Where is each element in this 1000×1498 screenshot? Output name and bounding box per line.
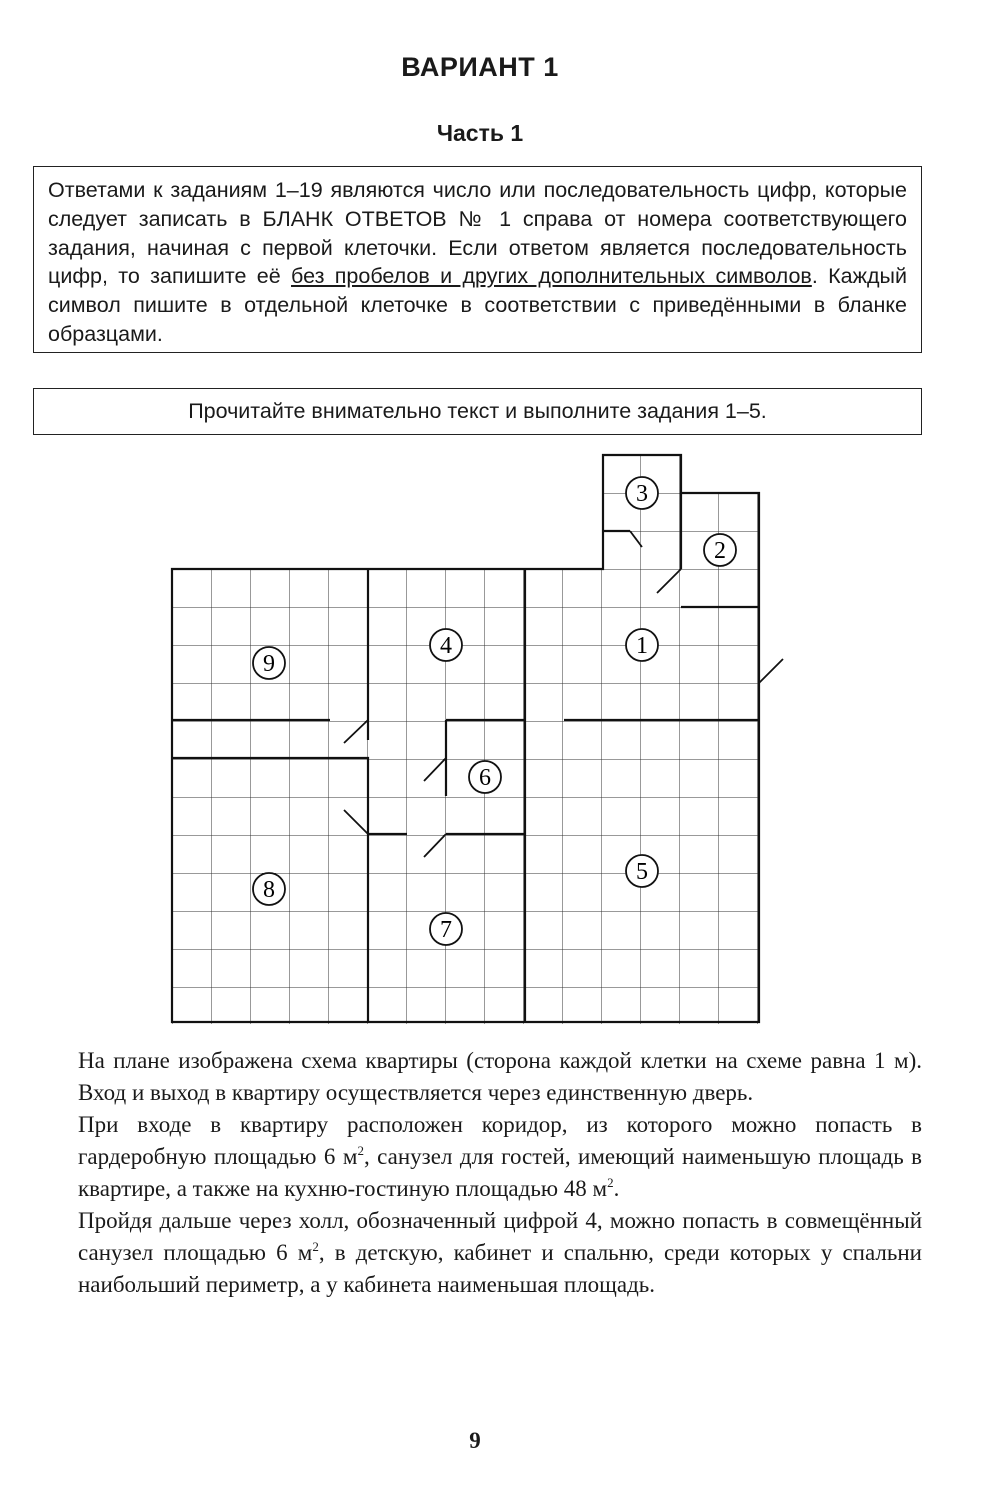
- room-label-7: [430, 913, 462, 945]
- paragraph-2-part-c: .: [613, 1176, 620, 1201]
- room-label-6: [469, 761, 501, 793]
- room-label-4-text: 4: [440, 633, 452, 659]
- room-label-5-text: 5: [636, 859, 648, 885]
- apartment-plan: [150, 445, 810, 1030]
- room-label-3: [626, 477, 658, 509]
- paragraph-2-part-a: При входе в квартиру расположен коридор, из которого можно попасть в гардеробную площадью 6 м: [78, 1112, 922, 1169]
- task-prompt: Прочитайте внимательно текст и выполните задания 1–5.: [188, 399, 767, 423]
- superscript: 2: [607, 1175, 614, 1190]
- room-label-7-text: 7: [440, 917, 452, 943]
- room-label-2: [704, 534, 736, 566]
- paragraph-3-part-a: Пройдя дальше через холл, обозначенный цифрой 4, можно попасть в совмещённый санузел площадью 6 м: [78, 1208, 922, 1265]
- room-label-1-text: 1: [636, 633, 648, 659]
- superscript: 2: [357, 1143, 364, 1158]
- room-label-4: [430, 629, 462, 661]
- room-label-8: [253, 873, 285, 905]
- page-number: 9: [469, 1428, 481, 1453]
- task-prompt-box: [33, 388, 922, 435]
- instructions-text-end: . Каждый символ пишите в отдельной клеточке в соответствии с приведёнными в бланке образцами.: [48, 264, 907, 346]
- paragraph-3-part-b: , в детскую, кабинет и спальню, среди которых у спальни наибольший периметр, а у кабинета наименьшая площадь.: [78, 1240, 922, 1297]
- page-title: ВАРИАНТ 1: [401, 52, 559, 82]
- plan-grid: [172, 455, 759, 1024]
- instructions-text: Ответами к заданиям 1–19 являются число или последовательность цифр, которые следует записать в БЛАНК ОТВЕТОВ № 1 справа от номера соответствующего задания, начиная с первой клеточки. Если ответом является последовательность цифр, то запишите её: [48, 178, 907, 289]
- room-label-5: [626, 855, 658, 887]
- paragraph-1: На плане изображена схема квартиры (сторона каждой клетки на схеме равна 1 м). Вход и выход в квартиру осуществляется через единственную дверь.: [78, 1048, 922, 1105]
- problem-text: [78, 1045, 922, 1301]
- instructions-underlined: без пробелов и других дополнительных символов: [291, 264, 812, 289]
- instructions-box: [33, 166, 922, 353]
- superscript: 2: [312, 1239, 319, 1254]
- room-label-1: [626, 629, 658, 661]
- room-label-9-text: 9: [263, 651, 275, 677]
- paragraph-2: [78, 1109, 922, 1205]
- part-heading: Часть 1: [436, 120, 524, 146]
- room-label-3-text: 3: [636, 481, 648, 507]
- room-label-8-text: 8: [263, 877, 275, 903]
- door-entrance: [759, 659, 783, 683]
- room-label-2-text: 2: [714, 538, 726, 564]
- room-label-9: [253, 647, 285, 679]
- paragraph-3: [78, 1205, 922, 1301]
- paragraph-2-part-b: , санузел для гостей, имеющий наименьшую площадь в квартире, а также на кухню-гостиную площадью 48 м: [78, 1144, 923, 1201]
- room-label-6-text: 6: [479, 765, 491, 791]
